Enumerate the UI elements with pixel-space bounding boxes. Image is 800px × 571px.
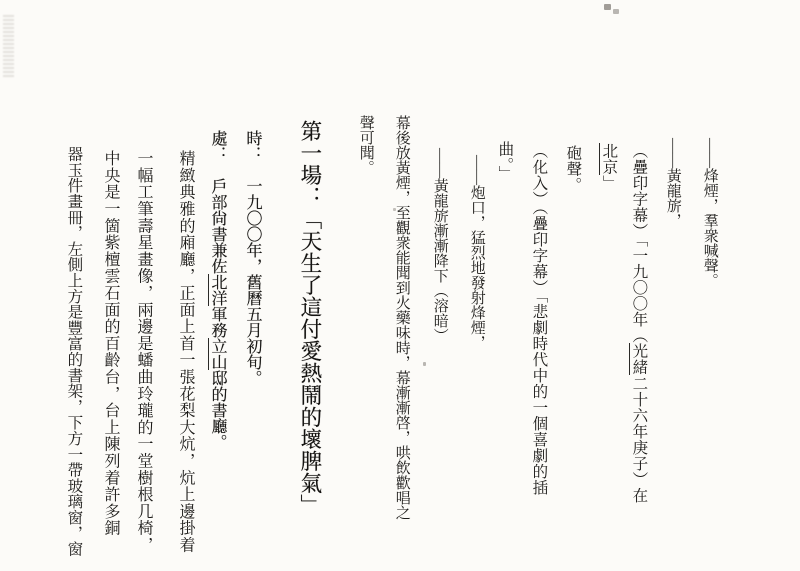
caption-tragic-era-end: 曲。」 [496,141,514,182]
proper-noun-lishan: 立山 [209,338,226,370]
stage-direction-yellow-dragon-flag: ——黃龍旂， [664,138,681,228]
scan-speck [604,4,611,10]
stage-direction-yellow-smoke: 幕後放黃煙，至觀衆能聞到火藥味時，幕漸漸啓，哄飲歡唱之 [393,115,410,520]
stage-direction-smoke-crowd: ——烽煙，羣衆喊聲。 [701,138,718,288]
scan-speck [423,362,426,366]
stage-direction-cannon-sound: 砲聲。 [564,145,582,193]
place-segment: 軍務 [209,306,226,338]
caption-1900-guangxu [629,143,648,503]
place-line [207,130,227,450]
caption-segment: （疊印字幕）「一九〇〇年（ [630,143,648,344]
caption-segment: 二十六年庚子）在 [630,375,648,504]
stage-direction-sound-heard: 聲可聞。 [357,115,374,175]
set-description-line-4: 器玉件畫冊，左側上方是豐富的書架，下方一帶玻璃窗，窗 [65,146,83,557]
stage-direction-flag-lowering: ——黃龍旂漸漸降下（溶暗） [431,148,448,343]
set-description-line-1: 精緻典雅的廂廳，正面上首一張花梨大炕，炕上邊掛着 [177,150,194,554]
set-description-line-2: 一幅工筆壽星畫像，兩邊是蟠曲玲瓏的一堂樹根几椅， [135,150,152,554]
scene-title: 第一場：「天生了這付愛熱鬧的壞脾氣」 [297,120,322,516]
time-line: 時： 一九〇〇年，舊曆五月初旬。 [244,130,261,386]
set-description-line-3: 中央是一箇紫檀雲石面的百齡台，台上陳列着許多銅 [102,150,119,537]
watermark-smudge [3,15,14,77]
proper-noun-guangxu: 光緒 [630,343,648,376]
caption-beijing [599,143,618,191]
proper-noun-beijing: 北京 [600,143,618,175]
proper-noun-beiyang: 北洋 [209,274,226,306]
scan-speck [613,9,619,14]
caption-tragic-era: （化入）（疊印字幕）「悲劇時代中的一個喜劇的插 [530,143,548,496]
place-segment: 邸的書廳。 [209,370,226,450]
caption-segment: 」 [600,175,618,191]
place-segment: 處： 戶部尙書兼佐 [209,130,226,274]
stage-direction-cannon-fire: ——炮口，猛烈地發射烽煙， [468,155,485,350]
